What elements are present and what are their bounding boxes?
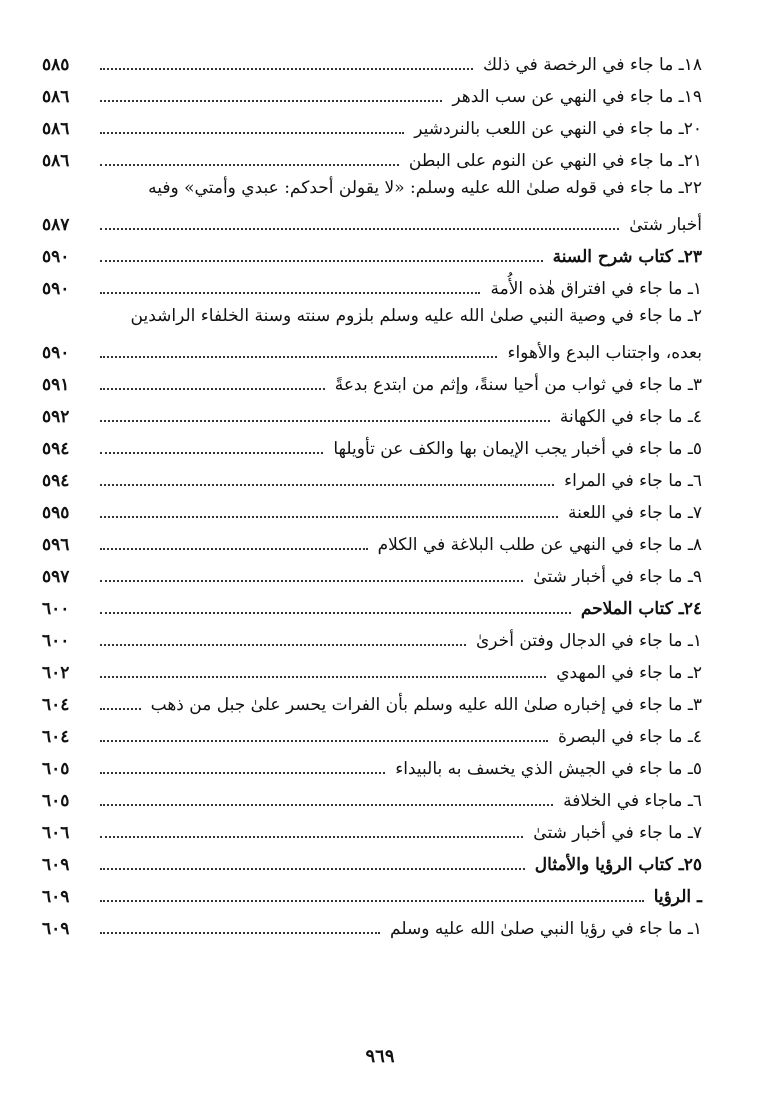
leader-dots <box>100 836 523 838</box>
toc-entry-title: ٨ـ ما جاء في النهي عن طلب البلاغة في الكلام <box>377 535 702 555</box>
toc-chapter-title: ٢٥ـ كتاب الرؤيا والأمثال <box>534 855 702 875</box>
leader-dots <box>100 388 325 390</box>
toc-entry-first-line: ٢٢ـ ما جاء في قوله صلىٰ الله عليه وسلم: «لا يقولن أحدكم: عبدي وأمتي» وفيه <box>148 178 702 198</box>
toc-entry-title: ١ـ ما جاء في الدجال وفتن أخرىٰ <box>476 631 702 651</box>
toc-entry-title: أخبار شتىٰ <box>629 215 702 235</box>
toc-chapter <box>42 588 702 620</box>
toc-entry-title: ٦ـ ما جاء في المراء <box>564 471 702 491</box>
toc-chapter <box>42 844 702 876</box>
toc-entry-title: ٥ـ ما جاء في الجيش الذي يخسف به بالبيداء <box>395 759 702 779</box>
toc-entry-page: ٥٩٤ <box>42 439 70 459</box>
leader-dots <box>100 644 466 646</box>
toc-entry <box>42 684 702 716</box>
leader-dots <box>100 868 525 870</box>
toc-entry <box>42 460 702 492</box>
leader-dots <box>100 516 558 518</box>
toc-entry-page: ٦٠٤ <box>42 695 70 715</box>
toc-entry-title: ٧ـ ما جاء في اللعنة <box>568 503 702 523</box>
toc-entry <box>42 524 702 556</box>
toc-section <box>42 876 702 908</box>
toc-entry-page: ٦٠٢ <box>42 663 70 683</box>
leader-dots <box>100 292 480 294</box>
toc-entry-page: ٦٠٥ <box>42 791 70 811</box>
toc-entry <box>42 332 702 364</box>
toc-entry <box>42 268 702 300</box>
leader-dots <box>100 68 473 70</box>
toc-chapter-title: ٢٤ـ كتاب الملاحم <box>580 599 702 619</box>
toc-entry-page: ٥٩٠ <box>42 247 70 267</box>
toc-entry <box>42 748 702 780</box>
leader-dots <box>100 420 550 422</box>
leader-dots <box>100 580 523 582</box>
leader-dots <box>100 676 546 678</box>
toc-entry-title: ٦ـ ماجاء في الخلافة <box>563 791 702 811</box>
page-number: ٩٦٩ <box>365 1046 395 1067</box>
toc-entry-title: ٤ـ ما جاء في البصرة <box>557 727 702 747</box>
toc-entry-title: ١٩ـ ما جاء في النهي عن سب الدهر <box>452 87 702 107</box>
toc-entry-page: ٥٩٢ <box>42 407 70 427</box>
toc-entry <box>42 44 702 76</box>
toc-entry <box>42 780 702 812</box>
toc-entry-title: ٢ـ ما جاء في المهدي <box>556 663 702 683</box>
toc-entry <box>42 204 702 236</box>
toc-entry <box>42 396 702 428</box>
leader-dots <box>100 260 543 262</box>
leader-dots <box>100 740 548 742</box>
toc-entry <box>42 108 702 140</box>
toc-entry-page: ٥٨٧ <box>42 215 70 235</box>
toc-entry-page: ٦٠٠ <box>42 631 70 651</box>
leader-dots <box>100 804 553 806</box>
leader-dots <box>100 708 141 710</box>
toc-entry-page: ٦٠٤ <box>42 727 70 747</box>
toc-entry-page: ٦٠٦ <box>42 823 70 843</box>
toc-entry-page: ٥٩٦ <box>42 535 70 555</box>
leader-dots <box>100 452 323 454</box>
table-of-contents <box>42 44 702 940</box>
leader-dots <box>100 356 497 358</box>
leader-dots <box>100 772 385 774</box>
toc-entry-page: ٥٩٤ <box>42 471 70 491</box>
toc-entry-title: ١٨ـ ما جاء في الرخصة في ذلك <box>483 55 702 75</box>
toc-entry <box>42 76 702 108</box>
toc-entry-title: ٣ـ ما جاء في إخباره صلىٰ الله عليه وسلم بأن الفرات يحسر علىٰ جبل من ذهب <box>150 695 702 715</box>
leader-dots <box>100 484 554 486</box>
toc-entry <box>42 812 702 844</box>
toc-entry-first-line: ٢ـ ما جاء في وصية النبي صلىٰ الله عليه وسلم بلزوم سنته وسنة الخلفاء الراشدين <box>130 306 702 326</box>
leader-dots <box>100 164 399 166</box>
toc-entry <box>42 556 702 588</box>
toc-entry-page: ٥٩٠ <box>42 343 70 363</box>
toc-entry <box>42 716 702 748</box>
toc-entry-title: ٣ـ ما جاء في ثواب من أحيا سنةً، وإثم من ابتدع بدعةً <box>334 375 702 395</box>
toc-entry-title: ٥ـ ما جاء في أخبار يجب الإيمان بها والكف عن تأويلها <box>333 439 702 459</box>
leader-dots <box>100 228 619 230</box>
toc-entry-page: ٥٩٠ <box>42 279 70 299</box>
toc-entry-page: ٥٩١ <box>42 375 70 395</box>
toc-entry-page: ٥٨٦ <box>42 119 70 139</box>
toc-entry-title: ٢١ـ ما جاء في النهي عن النوم على البطن <box>408 151 702 171</box>
toc-chapter-title: ٢٣ـ كتاب شرح السنة <box>552 247 702 267</box>
leader-dots <box>100 932 380 934</box>
toc-entry <box>42 908 702 940</box>
toc-entry <box>42 492 702 524</box>
toc-entry-page: ٦٠٩ <box>42 887 70 907</box>
toc-entry-page: ٦٠٩ <box>42 855 70 875</box>
toc-entry-page: ٥٨٦ <box>42 151 70 171</box>
toc-entry-page: ٦٠٩ <box>42 919 70 939</box>
toc-section-title: ـ الرؤيا <box>653 887 702 907</box>
toc-entry-title: بعده، واجتناب البدع والأهواء <box>507 343 702 363</box>
toc-entry-title: ٧ـ ما جاء في أخبار شتىٰ <box>533 823 702 843</box>
toc-entry-page: ٥٩٧ <box>42 567 70 587</box>
toc-entry-page: ٥٨٦ <box>42 87 70 107</box>
leader-dots <box>100 548 368 550</box>
toc-entry-title: ١ـ ما جاء في افتراق هٰذه الأُمة <box>490 279 702 299</box>
toc-entry-title: ١ـ ما جاء في رؤيا النبي صلىٰ الله عليه وسلم <box>390 919 702 939</box>
leader-dots <box>100 132 404 134</box>
toc-entry-title: ٩ـ ما جاء في أخبار شتىٰ <box>533 567 702 587</box>
toc-entry <box>42 428 702 460</box>
leader-dots <box>100 612 571 614</box>
toc-entry <box>42 364 702 396</box>
toc-entry-page: ٦٠٠ <box>42 599 70 619</box>
toc-entry-title: ٤ـ ما جاء في الكهانة <box>559 407 702 427</box>
toc-entry <box>42 620 702 652</box>
toc-entry <box>42 140 702 172</box>
toc-entry-page: ٦٠٥ <box>42 759 70 779</box>
toc-entry-title: ٢٠ـ ما جاء في النهي عن اللعب بالنردشير <box>414 119 702 139</box>
toc-entry-page: ٥٩٥ <box>42 503 70 523</box>
toc-entry <box>42 652 702 684</box>
toc-entry-page: ٥٨٥ <box>42 55 70 75</box>
leader-dots <box>100 100 442 102</box>
toc-chapter <box>42 236 702 268</box>
leader-dots <box>100 900 644 902</box>
